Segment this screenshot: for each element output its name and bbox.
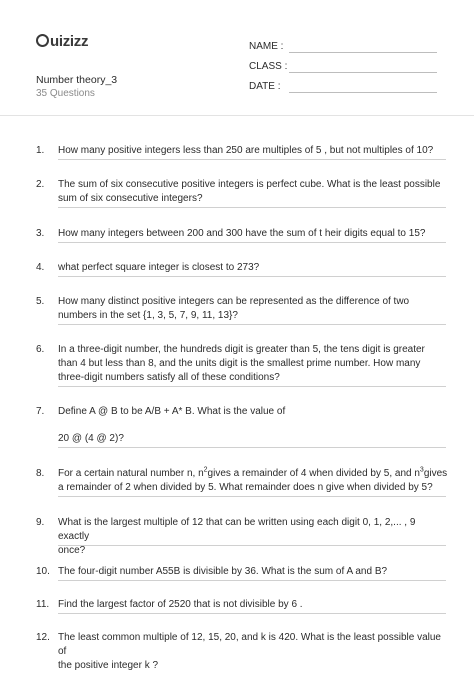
answer-line[interactable] xyxy=(58,613,446,614)
question-line: once? xyxy=(58,545,86,556)
question-line xyxy=(58,467,448,481)
question-line: a remainder of 2 when divided by 5. What remainder does n give when divided by 5? xyxy=(58,482,433,493)
question-fragment: For a certain natural number n, n xyxy=(58,468,204,479)
class-label: CLASS : xyxy=(249,61,288,72)
question-line: Define A @ B to be A/B + A* B. What is the value of xyxy=(58,406,286,417)
question-number: 2. xyxy=(36,179,45,190)
class-field[interactable] xyxy=(249,61,287,72)
question-number: 8. xyxy=(36,468,45,479)
logo-text: uizizz xyxy=(50,33,89,50)
question-number: 12. xyxy=(36,632,50,643)
class-line xyxy=(289,72,437,73)
question-text xyxy=(58,405,448,446)
question-number: 4. xyxy=(36,262,45,273)
answer-line[interactable] xyxy=(58,496,446,497)
question-line: What is the largest multiple of 12 that can be written using each digit 0, 1, 2,... , 9 exactly xyxy=(58,517,416,542)
question-count: 35 Questions xyxy=(36,88,95,99)
question-text xyxy=(58,467,448,495)
question-text: The four-digit number A55B is divisible by 36. What is the sum of A and B? xyxy=(58,566,388,577)
question-number: 3. xyxy=(36,228,45,239)
answer-line[interactable] xyxy=(58,159,446,160)
answer-line[interactable] xyxy=(58,545,446,546)
date-line xyxy=(289,92,437,93)
question-line: the positive integer k ? xyxy=(58,660,159,671)
answer-line[interactable] xyxy=(58,242,446,243)
question-line: than 4 but less than 8, and the units digit is the smallest prime number. How many xyxy=(58,358,421,369)
date-field[interactable] xyxy=(249,81,280,92)
question-text xyxy=(58,178,448,206)
question-line: 20 @ (4 @ 2)? xyxy=(58,433,124,444)
question-line: sum of six consecutive integers? xyxy=(58,193,203,204)
question-text: How many integers between 200 and 300 have the sum of t heir digits equal to 15? xyxy=(58,228,426,239)
answer-line[interactable] xyxy=(58,207,446,208)
question-fragment: gives a remainder of 4 when divided by 5, and n xyxy=(207,468,420,479)
exponent: 2 xyxy=(203,466,208,474)
question-number: 5. xyxy=(36,296,45,307)
question-number: 7. xyxy=(36,406,45,417)
question-text: Find the largest factor of 2520 that is not divisible by 6 . xyxy=(58,599,303,610)
date-label: DATE : xyxy=(249,81,281,92)
question-line: The least common multiple of 12, 15, 20, and k is 420. What is the least possible value of xyxy=(58,632,441,657)
name-label: NAME : xyxy=(249,41,284,52)
answer-line[interactable] xyxy=(58,276,446,277)
answer-line[interactable] xyxy=(58,324,446,325)
question-number: 6. xyxy=(36,344,45,355)
answer-line[interactable] xyxy=(58,386,446,387)
name-field[interactable] xyxy=(249,41,283,52)
question-line: How many distinct positive integers can be represented as the difference of two xyxy=(58,296,410,307)
question-number: 11. xyxy=(36,599,50,610)
question-text xyxy=(58,343,448,385)
question-number: 10. xyxy=(36,566,50,577)
answer-line[interactable] xyxy=(58,580,446,581)
question-text xyxy=(58,295,448,323)
header-divider xyxy=(0,115,474,116)
question-line: In a three-digit number, the hundreds digit is greater than 5, the tens digit is greater xyxy=(58,344,425,355)
exponent: 3 xyxy=(419,466,424,474)
question-line: numbers in the set {1, 3, 5, 7, 9, 11, 13}? xyxy=(58,310,238,321)
worksheet-title: Number theory_3 xyxy=(36,74,118,86)
name-line xyxy=(289,52,437,53)
logo-q-icon xyxy=(36,34,49,47)
question-number: 1. xyxy=(36,145,45,156)
question-text xyxy=(58,516,448,558)
quizizz-logo xyxy=(36,33,88,50)
question-number: 9. xyxy=(36,517,45,528)
question-text: How many positive integers less than 250 are multiples of 5 , but not multiples of 10? xyxy=(58,145,434,156)
question-line: The sum of six consecutive positive integers is perfect cube. What is the least possible xyxy=(58,179,441,190)
answer-line[interactable] xyxy=(58,447,446,448)
question-text: what perfect square integer is closest to 273? xyxy=(58,262,260,273)
question-line: three-digit numbers satisfy all of these conditions? xyxy=(58,372,280,383)
question-fragment: gives xyxy=(423,468,448,479)
question-text xyxy=(58,631,448,673)
